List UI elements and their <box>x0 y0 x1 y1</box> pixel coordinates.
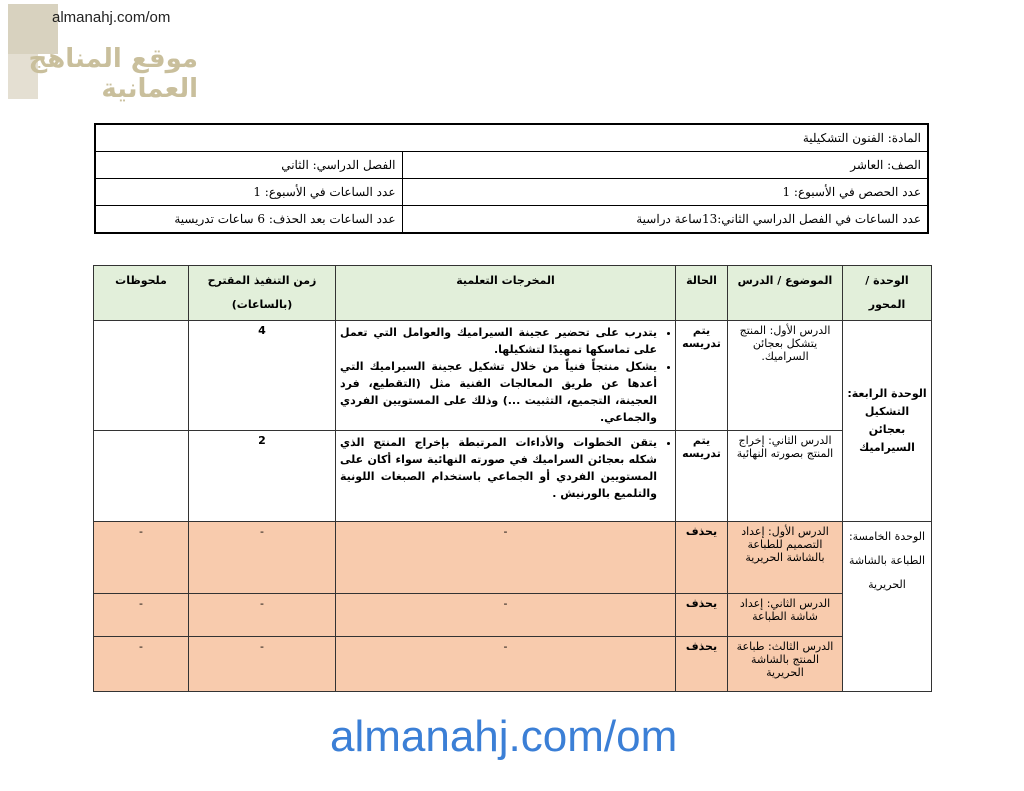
time-cell: - <box>189 637 336 692</box>
outcomes-cell: - <box>336 522 676 594</box>
status-cell: يحذف <box>676 522 728 594</box>
header-row <box>94 266 932 321</box>
subject: المادة: الفنون التشكيلية <box>95 124 928 152</box>
topic-cell: الدرس الأول: إعداد التصميم للطباعة بالشاشة الحريرية <box>728 522 843 594</box>
semester: الفصل الدراسي: الثاني <box>95 152 402 179</box>
header-time: زمن التنفيذ المقترح (بالساعات) <box>189 266 336 321</box>
time-cell: - <box>189 594 336 637</box>
status-cell: يحذف <box>676 594 728 637</box>
header-outcomes: المخرجات التعلمية <box>336 266 676 321</box>
topic-cell: الدرس الثاني: إخراج المنتج بصورته النهائية <box>728 431 843 522</box>
logo-text: موقع المناهج العمانية <box>28 44 198 104</box>
outcomes-cell: - <box>336 594 676 637</box>
topic-cell: الدرس الثالث: طباعة المنتج بالشاشة الحريرية <box>728 637 843 692</box>
site-logo <box>8 4 198 104</box>
lesson-plan-table <box>93 265 932 692</box>
hours-semester: عدد الساعات في الفصل الدراسي الثاني:13ساعة دراسية <box>402 206 928 234</box>
outcomes-cell <box>336 321 676 431</box>
table-row <box>94 522 932 594</box>
time-cell: - <box>189 522 336 594</box>
unit-cell: الوحدة الرابعة: التشكيل بعجائن السيراميك <box>843 321 932 522</box>
hours-after-delete: عدد الساعات بعد الحذف: 6 ساعات تدريسية <box>95 206 402 234</box>
header-status: الحالة <box>676 266 728 321</box>
table-row <box>94 637 932 692</box>
periods-per-week: عدد الحصص في الأسبوع: 1 <box>402 179 928 206</box>
time-cell: 4 <box>189 321 336 431</box>
header-unit: الوحدة / المحور <box>843 266 932 321</box>
diagonal-watermark: almanahj.com/om <box>330 712 678 761</box>
header-topic: الموضوع / الدرس <box>728 266 843 321</box>
logo-url: almanahj.com/om <box>52 9 171 26</box>
grade: الصف: العاشر <box>402 152 928 179</box>
outcome-item: • يتقن الخطوات والأداءات المرتبطة بإخراج المنتج الذي شكله بعجائن السراميك في صورته النهائية سواء أكان على المستويين الفردي أو الجماعي باستخدام الصبغات اللونية والتلميع بالورنيش . <box>340 434 657 502</box>
course-info-table <box>94 123 929 234</box>
outcome-item: • يشكل منتجاً فنياً من خلال تشكيل عجينة السيراميك التي أعدها عن طريق المعالجات الفنية مثل (التقطيع، فرد العجينة، التجميع، التثبيت ...) وذلك على المستويين الفردي والجماعي. <box>340 358 657 426</box>
notes-cell: - <box>94 637 189 692</box>
header-notes: ملحوظات <box>94 266 189 321</box>
unit-cell: الوحدة الخامسة: الطباعة بالشاشة الحريرية <box>843 522 932 692</box>
notes-cell: - <box>94 594 189 637</box>
status-cell: يتم تدريسه <box>676 431 728 522</box>
topic-cell: الدرس الثاني: إعداد شاشة الطباعة <box>728 594 843 637</box>
table-row <box>94 321 932 431</box>
outcomes-cell <box>336 431 676 522</box>
table-row <box>94 431 932 522</box>
outcome-item: • يتدرب على تحضير عجينة السيراميك والعوامل التي تعمل على تماسكها تمهيدًا لتشكيلها. <box>340 324 657 358</box>
notes-cell: - <box>94 522 189 594</box>
notes-cell <box>94 321 189 431</box>
outcomes-cell: - <box>336 637 676 692</box>
status-cell: يحذف <box>676 637 728 692</box>
notes-cell <box>94 431 189 522</box>
table-row <box>94 594 932 637</box>
time-cell: 2 <box>189 431 336 522</box>
topic-cell: الدرس الأول: المنتج يتشكل بعجائن السراميك. <box>728 321 843 431</box>
status-cell: يتم تدريسه <box>676 321 728 431</box>
hours-per-week: عدد الساعات في الأسبوع: 1 <box>95 179 402 206</box>
